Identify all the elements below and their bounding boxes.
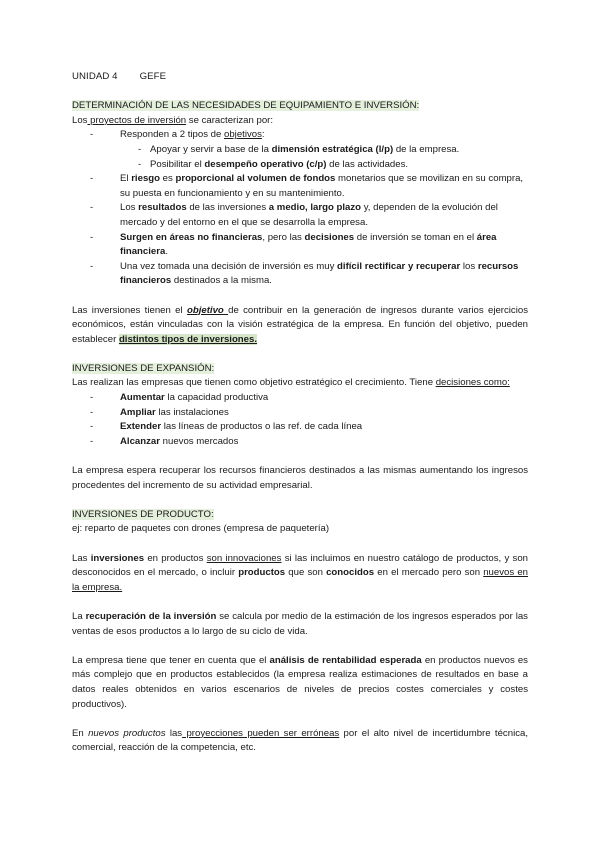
paragraph-projections: En nuevos productos las proyecciones pueden ser erróneas por el alto nivel de incertidumbre técnica, comercial, reacción de la competencia, etc.: [72, 727, 528, 754]
section-intro: Los proyectos de inversión se caracterizan por:: [72, 114, 274, 126]
section-heading: DETERMINACIÓN DE LAS NECESIDADES DE EQUIPAMIENTO E INVERSIÓN:: [72, 100, 420, 112]
list-item: - Aumentar la capacidad productiva: [120, 391, 528, 406]
paragraph-profitability: La empresa tiene que tener en cuenta que el análisis de rentabilidad esperada en productos nuevos es más complejo que en productos establecidos (la empresa realiza estimaciones de resultados en base a datos reales obtenidos en varios escenarios de niveles de precios costes comerciales y costes productivos).: [72, 654, 528, 710]
sub-list: [120, 143, 528, 172]
list-item: - Ampliar las instalaciones: [120, 406, 528, 421]
list-item: - Alcanzar nuevos mercados: [120, 435, 528, 450]
list-item: - Responden a 2 tipos de objetivos: - Apoyar y servir a base de la dimensión estratégica (l/p) de la empresa. - Posibilitar el desempeño operativo (c/p) de las actividades.: [120, 128, 528, 172]
subject-label: GEFE: [139, 71, 167, 82]
sub-list-item: - Posibilitar el desempeño operativo (c/p) de las actividades.: [150, 158, 528, 173]
section-intro: Las realizan las empresas que tienen como objetivo estratégico el crecimiento. Tiene decisiones como:: [72, 377, 510, 389]
characteristics-list: [72, 128, 528, 289]
paragraph-innovation: Las inversiones en productos son innovaciones si las incluimos en nuestro catálogo de productos, y son desconocidos en el mercado, o incluir productos que son conocidos en el mercado pero son nuevos en la empresa.: [72, 552, 529, 593]
document-page: [72, 70, 528, 756]
expansion-list: [72, 391, 528, 449]
list-item: - Extender las líneas de productos o las ref. de cada línea: [120, 420, 528, 435]
paragraph-expansion-closing: La empresa espera recuperar los recursos financieros destinados a las mismas aumentando los ingresos procedentes del incremento de su actividad empresarial.: [72, 465, 528, 491]
list-item: - Una vez tomada una decisión de inversión es muy difícil rectificar y recuperar los recursos financieros destinados a la misma.: [120, 260, 528, 289]
document-header: [72, 70, 528, 85]
list-item: - El riesgo es proporcional al volumen de fondos monetarios que se movilizan en su compra, su puesta en funcionamiento y en su mantenimiento.: [120, 172, 528, 201]
paragraph-objective: Las inversiones tienen el objetivo de contribuir en la generación de ingresos durante varios ejercicios económicos, están vinculadas con la visión estratégica de la empresa. En función del objetivo, pueden establecer distintos tipos de inversiones.: [72, 304, 528, 345]
section-heading: INVERSIONES DE EXPANSIÓN:: [72, 362, 215, 374]
example-line: ej: reparto de paquetes con drones (empresa de paquetería): [72, 523, 330, 535]
paragraph-recovery: La recuperación de la inversión se calcula por medio de la estimación de los ingresos esperados por las ventas de esos productos a lo largo de su ciclo de vida.: [72, 610, 528, 637]
unit-label: UNIDAD 4: [72, 71, 118, 82]
section-heading: INVERSIONES DE PRODUCTO:: [72, 508, 214, 520]
list-item: - Los resultados de las inversiones a medio, largo plazo y, dependen de la evolución del mercado y del entorno en el que se desarrolla la empresa.: [120, 201, 528, 230]
sub-list-item: - Apoyar y servir a base de la dimensión estratégica (l/p) de la empresa.: [150, 143, 528, 158]
list-item: - Surgen en áreas no financieras, pero las decisiones de inversión se toman en el área financiera.: [120, 231, 528, 260]
